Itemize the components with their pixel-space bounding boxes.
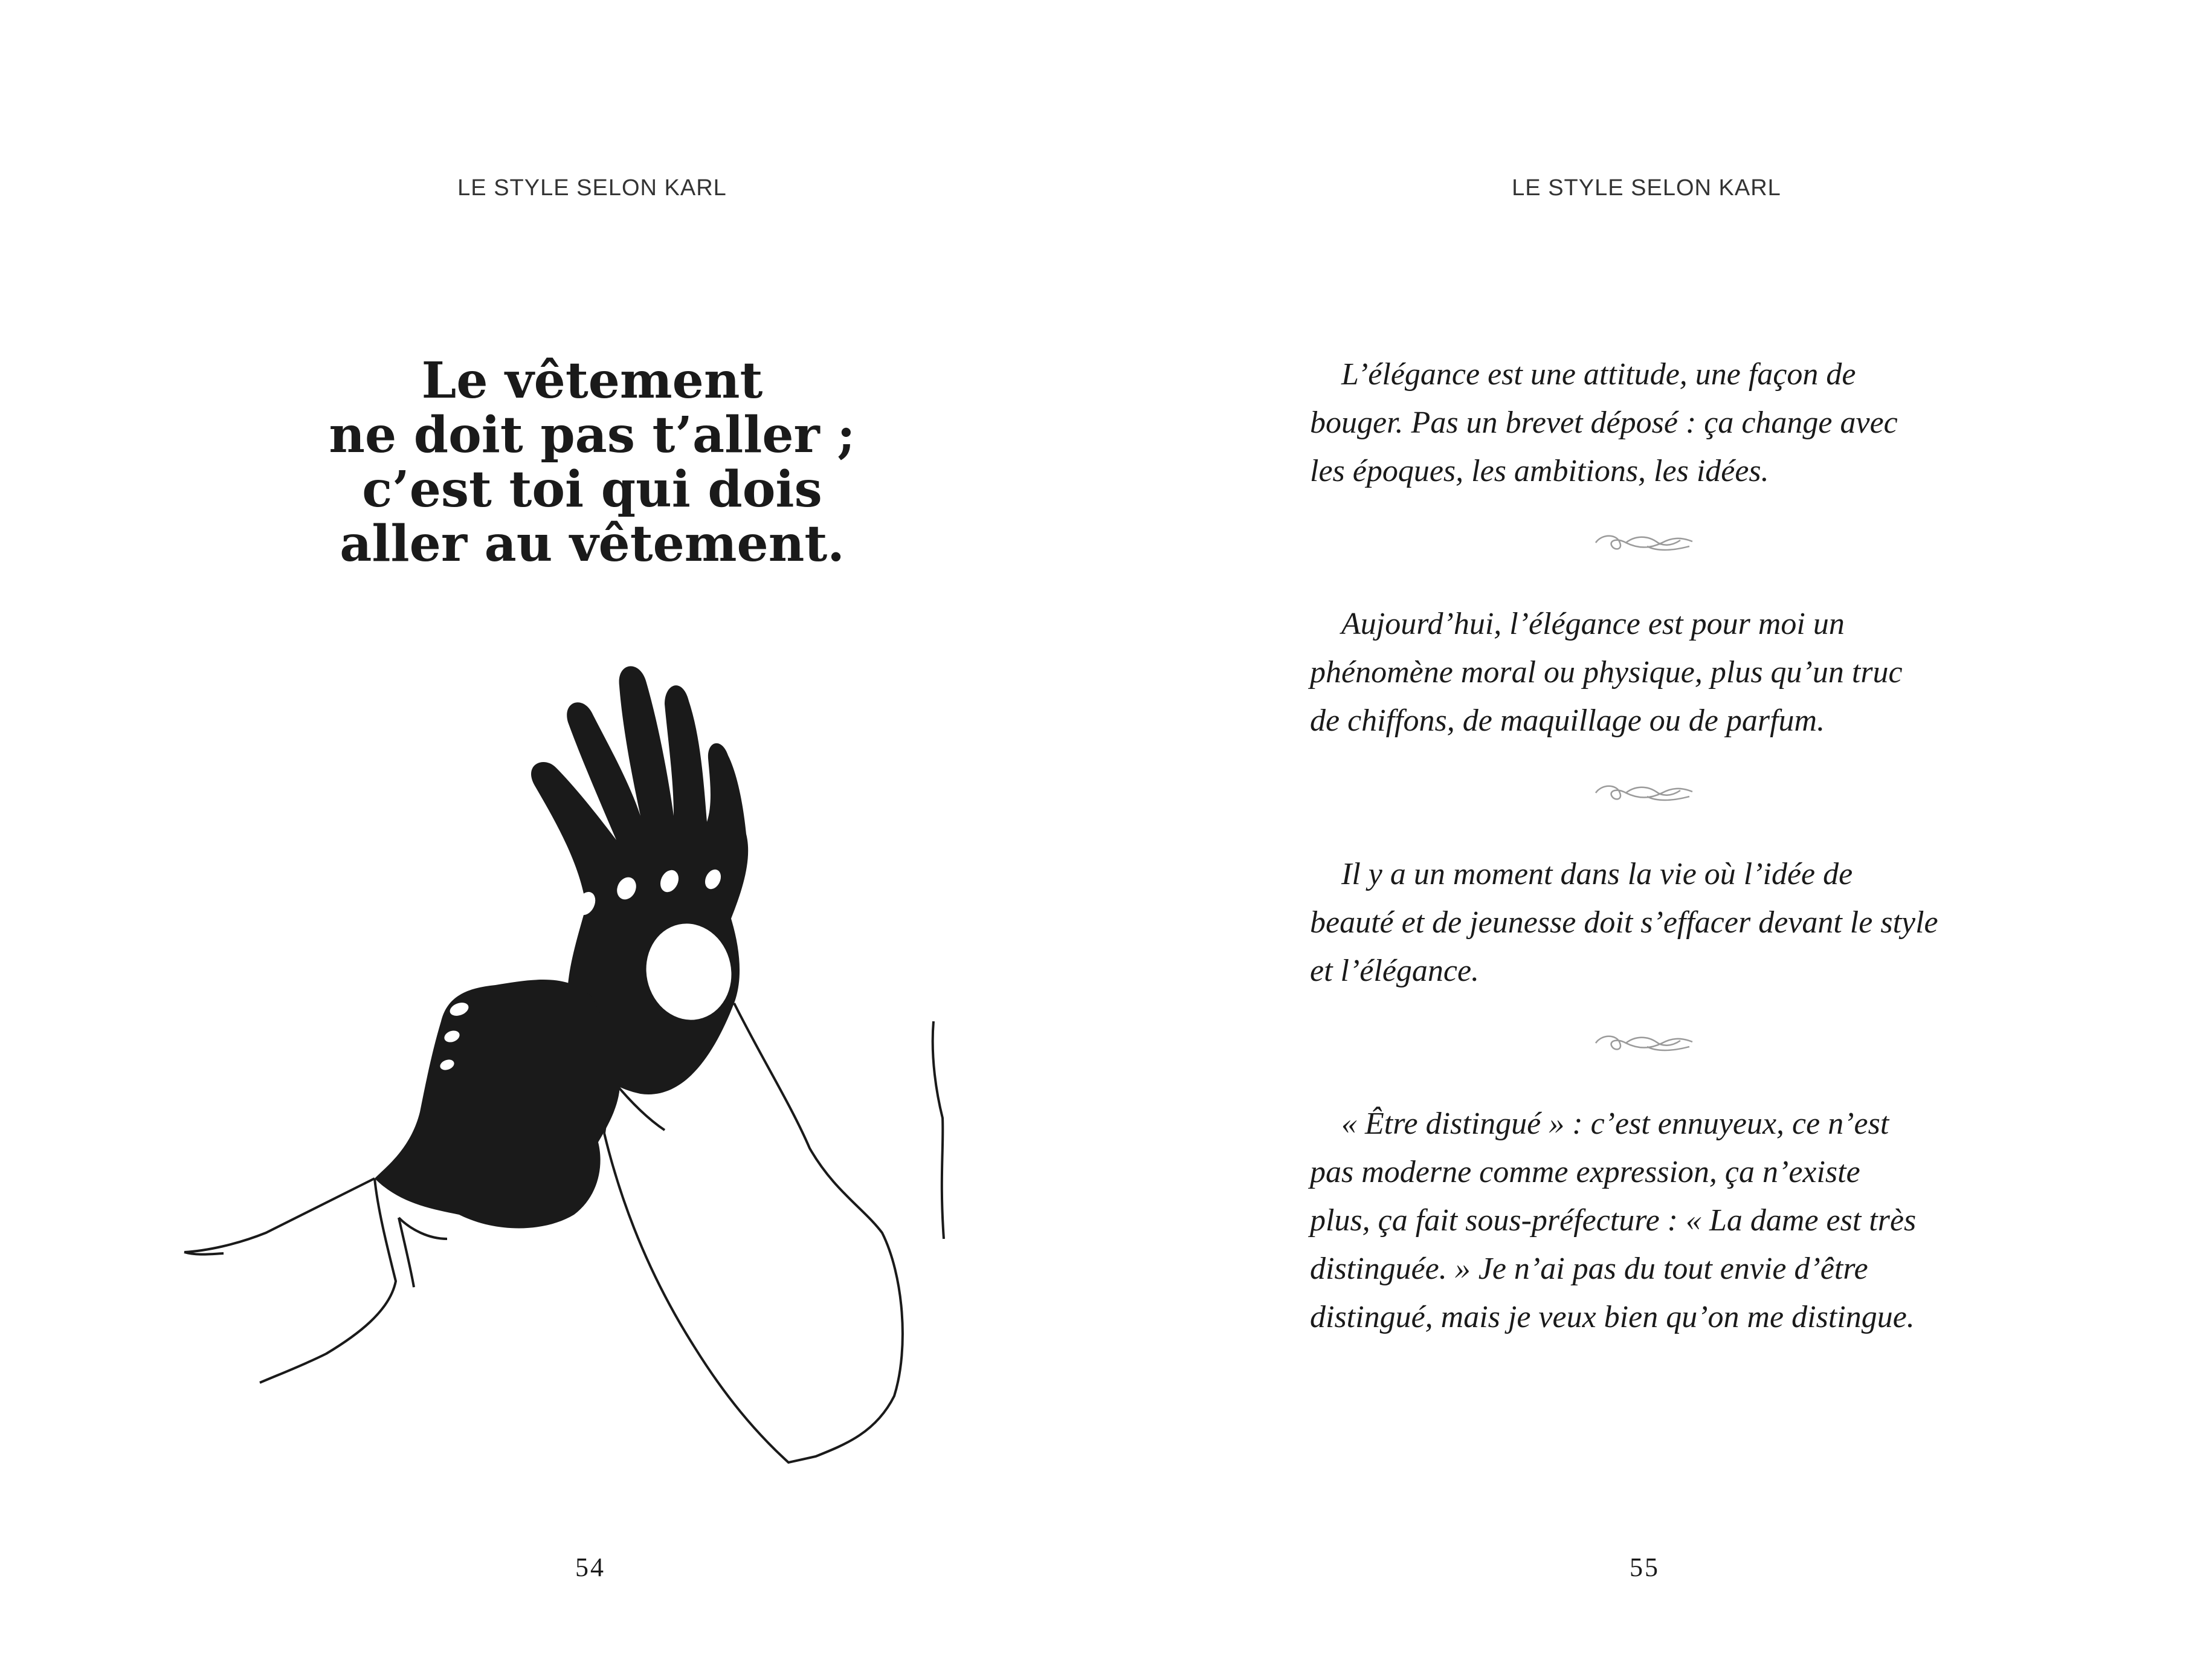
paragraph-line: phénomène moral ou physique, plus qu’un truc xyxy=(1310,655,1903,690)
paragraph-line: Il y a un moment dans la vie où l’idée de xyxy=(1341,857,1853,891)
paragraph xyxy=(1310,351,2005,496)
right-page xyxy=(1106,0,2212,1677)
paragraph-line: distinguée. » Je n’ai pas du tout envie d’être xyxy=(1310,1252,1868,1286)
paragraph-line: plus, ça fait sous-préfecture : « La dame est très xyxy=(1310,1203,1917,1238)
page-number: 55 xyxy=(1630,1553,1660,1582)
paragraph xyxy=(1310,600,2005,745)
paragraph xyxy=(1310,1100,2005,1342)
paragraph-line: beauté et de jeunesse doit s’effacer devant le style xyxy=(1310,905,1938,940)
page-number: 54 xyxy=(575,1553,605,1582)
flourish-ornament-icon xyxy=(1590,781,1698,805)
paragraph-line: pas moderne comme expression, ça n’existe xyxy=(1310,1155,1860,1189)
paragraph-line: L’élégance est une attitude, une façon de xyxy=(1341,357,1856,392)
paragraph-line: distingué, mais je veux bien qu’on me distingue. xyxy=(1310,1300,1915,1334)
quote-line: c’est toi qui dois xyxy=(362,460,822,519)
gloved-hands-icon xyxy=(181,635,967,1469)
paragraph-line: de chiffons, de maquillage ou de parfum. xyxy=(1310,703,1825,738)
quote-line: ne doit pas t’aller ; xyxy=(329,406,856,464)
quote-title xyxy=(230,354,955,571)
quote-line: Le vêtement xyxy=(421,352,763,410)
paragraph-line: « Être distingué » : c’est ennuyeux, ce n’est xyxy=(1341,1107,1889,1141)
running-head: LE STYLE SELON KARL xyxy=(457,175,727,201)
quote-line: aller au vêtement. xyxy=(340,515,845,573)
paragraph-line: Aujourd’hui, l’élégance est pour moi un xyxy=(1341,607,1845,641)
paragraph-line: bouger. Pas un brevet déposé : ça change avec xyxy=(1310,406,1898,440)
flourish-ornament-icon xyxy=(1590,531,1698,555)
paragraph-line: les époques, les ambitions, les idées. xyxy=(1310,454,1769,488)
running-head: LE STYLE SELON KARL xyxy=(1512,175,1781,201)
paragraph xyxy=(1310,850,2005,995)
flourish-ornament-icon xyxy=(1590,1031,1698,1055)
paragraph-line: et l’élégance. xyxy=(1310,954,1480,988)
